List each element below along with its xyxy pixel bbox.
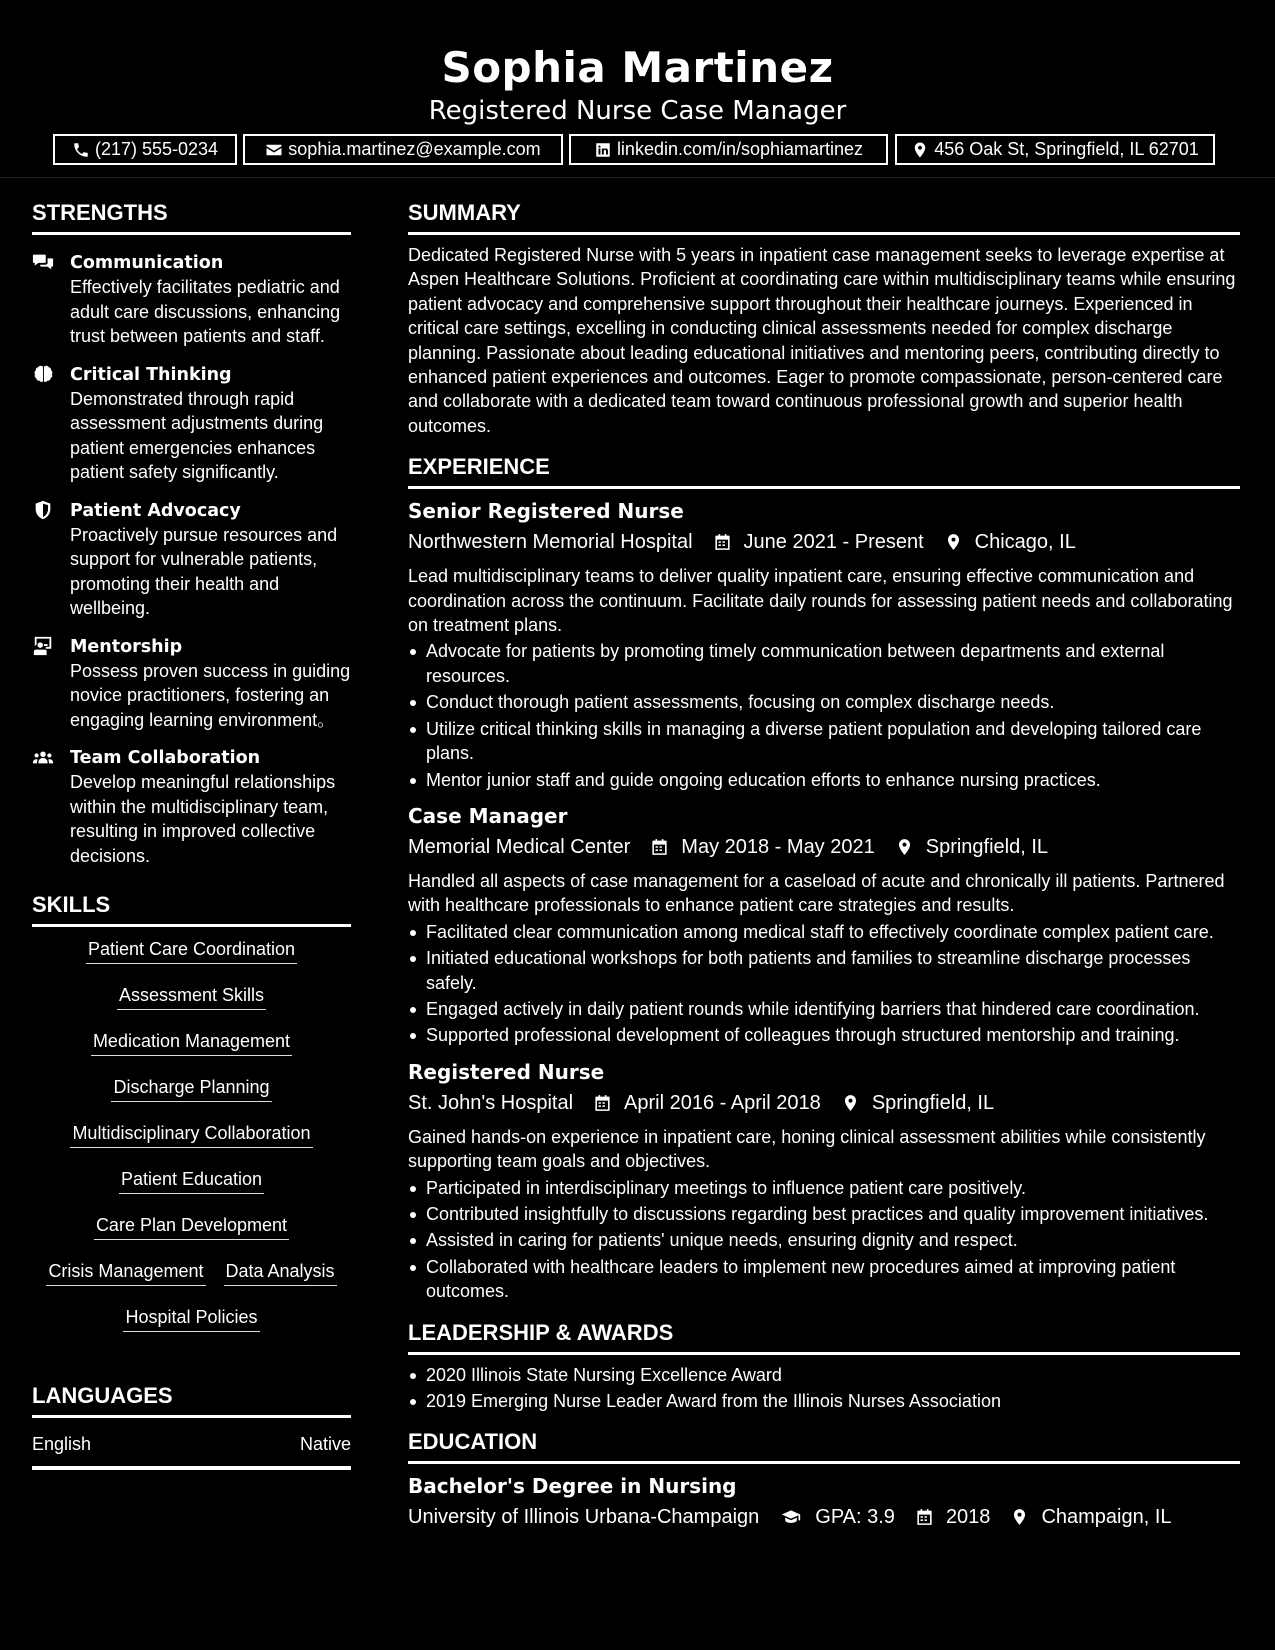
strengths-section — [32, 200, 351, 868]
awards-section — [408, 1320, 1240, 1414]
comments-icon — [32, 251, 54, 273]
job-entry — [408, 1058, 1240, 1304]
contact-linkedin[interactable] — [569, 134, 888, 165]
location-pin-icon — [895, 837, 914, 857]
location-pin-icon — [911, 141, 929, 159]
job-org: St. John's Hospital — [408, 1091, 574, 1114]
brain-icon — [32, 363, 54, 385]
job-meta — [408, 528, 1240, 556]
job-dates: April 2016 - April 2018 — [624, 1091, 821, 1114]
job-org: Northwestern Memorial Hospital — [408, 531, 693, 554]
skill-tag: Crisis Management — [46, 1255, 205, 1286]
strength-item — [32, 635, 351, 733]
envelope-icon — [265, 141, 283, 159]
right-column — [408, 178, 1240, 1531]
education-year: 2018 — [945, 1506, 991, 1529]
strength-title: Mentorship — [70, 636, 183, 657]
skills-list — [32, 1163, 351, 1209]
graduation-cap-icon — [779, 1507, 803, 1527]
job-org: Memorial Medical Center — [408, 835, 631, 858]
bullet-item: Collaborated with healthcare leaders to implement new procedures aimed at improving patient outcomes. — [408, 1255, 1240, 1304]
bullet-item: Engaged actively in daily patient rounds while identifying barriers that hindered care coordination. — [408, 997, 1240, 1021]
skills-list — [32, 927, 351, 979]
candidate-name: Sophia Martinez — [441, 43, 834, 92]
bullet-item: Facilitated clear communication among medical staff to effectively coordinate complex patient care. — [408, 920, 1240, 944]
bullet-item: Supported professional development of colleagues through structured mentorship and training. — [408, 1023, 1240, 1047]
job-location: Springfield, IL — [925, 835, 1049, 858]
contact-phone[interactable] — [53, 134, 237, 165]
shield-icon — [32, 499, 54, 521]
education-meta — [408, 1503, 1240, 1531]
skill-tag: Data Analysis — [224, 1255, 337, 1286]
linkedin-icon — [594, 141, 612, 159]
skills-list — [32, 1025, 351, 1071]
strength-item — [32, 363, 351, 485]
job-description: Handled all aspects of case management for a caseload of acute and chronically ill patients. Partnered with healthcare professionals to enhance patient care strategies and results. — [408, 870, 1225, 916]
skills-list — [32, 1255, 351, 1301]
calendar-icon — [915, 1507, 934, 1527]
job-meta — [408, 833, 1240, 861]
strength-desc: Demonstrated through rapid assessment adjustments during patient emergencies enhances patient safety significantly. — [70, 388, 324, 482]
skills-list — [32, 979, 351, 1025]
awards-heading: LEADERSHIP & AWARDS — [408, 1320, 1240, 1355]
award-item: 2020 Illinois State Nursing Excellence Award — [408, 1363, 1240, 1387]
bullet-item: Mentor junior staff and guide ongoing education efforts to enhance nursing practices. — [408, 768, 1240, 792]
strength-item — [32, 251, 351, 349]
users-icon — [32, 746, 54, 768]
skill-tag: Care Plan Development — [94, 1209, 289, 1240]
job-bullets — [408, 639, 1240, 791]
strength-title: Team Collaboration — [70, 748, 261, 768]
strength-item — [32, 499, 351, 621]
job-title: Senior Registered Nurse — [408, 499, 684, 524]
bullet-item: Advocate for patients by promoting timely communication between departments and external resources. — [408, 639, 1240, 688]
job-description: Gained hands-on experience in inpatient care, honing clinical assessment abilities while consistently supporting team goals and objectives. — [408, 1126, 1206, 1172]
strength-title: Critical Thinking — [70, 364, 232, 385]
award-item: 2019 Emerging Nurse Leader Award from the Illinois Nurses Association — [408, 1389, 1240, 1413]
strength-desc: Possess proven success in guiding novice practitioners, fostering an engaging learning environment。 — [70, 660, 351, 730]
job-meta — [408, 1089, 1240, 1117]
phone-icon — [72, 141, 90, 159]
bullet-item: Participated in interdisciplinary meetings to influence patient care positively. — [408, 1176, 1240, 1200]
job-description: Lead multidisciplinary teams to deliver quality inpatient care, ensuring effective communication and coordination across the continuum. Facilitate daily rounds for assessing patient needs and collaborating on treatment plans. — [408, 566, 1233, 636]
bullet-item: Contributed insightfully to discussions regarding best practices and quality improvement initiatives. — [408, 1202, 1240, 1226]
contact-address-text: 456 Oak St, Springfield, IL 62701 — [934, 139, 1199, 159]
skill-tag: Medication Management — [91, 1025, 292, 1056]
job-entry — [408, 802, 1240, 1048]
contact-email-text: sophia.martinez@example.com — [288, 139, 541, 159]
location-pin-icon — [944, 532, 963, 552]
skill-tag: Assessment Skills — [117, 979, 266, 1010]
contact-linkedin-text: linkedin.com/in/sophiamartinez — [616, 139, 864, 159]
strength-desc: Develop meaningful relationships within the multidisciplinary team, resulting in improved collective decisions. — [70, 772, 336, 866]
contact-address[interactable] — [895, 134, 1215, 165]
left-column — [32, 178, 351, 1470]
job-bullets — [408, 1176, 1240, 1304]
languages-heading: LANGUAGES — [32, 1383, 351, 1418]
education-heading: EDUCATION — [408, 1429, 1240, 1464]
languages-section — [32, 1383, 351, 1470]
strength-title: Communication — [70, 253, 224, 273]
resume-header — [0, 0, 1275, 178]
skills-heading: SKILLS — [32, 892, 351, 927]
skills-list — [32, 1209, 351, 1255]
bullet-item: Initiated educational workshops for both patients and families to streamline discharge processes safely. — [408, 946, 1240, 995]
calendar-icon — [593, 1093, 612, 1113]
location-pin-icon — [841, 1093, 860, 1113]
skills-section — [32, 892, 351, 1347]
awards-list — [408, 1363, 1240, 1414]
job-entry — [408, 497, 1240, 792]
experience-section — [408, 454, 1240, 1303]
experience-heading: EXPERIENCE — [408, 454, 1240, 489]
job-location: Chicago, IL — [974, 531, 1076, 554]
language-row — [32, 1432, 351, 1470]
job-location: Springfield, IL — [871, 1091, 995, 1114]
skill-tag: Discharge Planning — [111, 1071, 271, 1102]
job-dates: May 2018 - May 2021 — [681, 835, 875, 858]
strength-item — [32, 746, 351, 868]
strength-desc: Effectively facilitates pediatric and adult care discussions, enhancing trust between patients and staff. — [70, 277, 341, 346]
school-name: University of Illinois Urbana-Champaign — [408, 1506, 760, 1529]
job-title: Registered Nurse — [408, 1059, 605, 1084]
strength-title: Patient Advocacy — [70, 500, 241, 521]
bullet-item: Utilize critical thinking skills in managing a diverse patient population and developing tailored care plans. — [408, 717, 1240, 766]
summary-section — [408, 200, 1240, 438]
strength-desc: Proactively pursue resources and support for vulnerable patients, promoting their health and wellbeing. — [70, 524, 338, 618]
skills-list — [32, 1301, 351, 1347]
skill-tag: Patient Education — [119, 1163, 264, 1194]
candidate-title: Registered Nurse Case Manager — [428, 96, 847, 126]
summary-heading: SUMMARY — [408, 200, 1240, 235]
education-gpa: GPA: 3.9 — [815, 1506, 895, 1529]
bullet-item: Conduct thorough patient assessments, focusing on complex discharge needs. — [408, 690, 1240, 714]
contact-email[interactable] — [243, 134, 563, 165]
skills-list — [32, 1117, 351, 1163]
strengths-heading: STRENGTHS — [32, 200, 351, 235]
education-location: Champaign, IL — [1041, 1506, 1172, 1529]
calendar-icon — [650, 837, 669, 857]
language-name: English — [32, 1434, 92, 1454]
education-section — [408, 1429, 1240, 1531]
calendar-icon — [713, 532, 732, 552]
language-level: Native — [299, 1434, 351, 1454]
job-bullets — [408, 920, 1240, 1048]
bullet-item: Assisted in caring for patients' unique needs, ensuring dignity and respect. — [408, 1228, 1240, 1252]
summary-text: Dedicated Registered Nurse with 5 years in inpatient case management seeks to leverage expertise at Aspen Healthcare Solutions. Proficient at coordinating care within multidisciplinary teams while ensuring patient advocacy and comprehensive support throughout their healthcare journeys. Experienced in critical care settings, excelling in conducting clinical assessments needed for complex discharge planning. Passionate about leading educational initiatives and mentoring peers, contributing directly to enhanced patient experiences and outcomes. Eager to promote compassionate, person-centered care and collaborate with a dedicated team toward continuous professional growth and superior health outcomes. — [408, 245, 1236, 436]
skills-list — [32, 1071, 351, 1117]
skill-tag: Patient Care Coordination — [86, 933, 297, 964]
skill-tag: Hospital Policies — [123, 1301, 259, 1332]
job-title: Case Manager — [408, 803, 568, 828]
location-pin-icon — [1010, 1507, 1029, 1527]
contact-phone-text: (217) 555-0234 — [94, 139, 219, 159]
skill-tag: Multidisciplinary Collaboration — [70, 1117, 312, 1148]
degree-title: Bachelor's Degree in Nursing — [408, 1474, 737, 1499]
job-dates: June 2021 - Present — [743, 531, 924, 554]
teacher-icon — [32, 635, 54, 657]
